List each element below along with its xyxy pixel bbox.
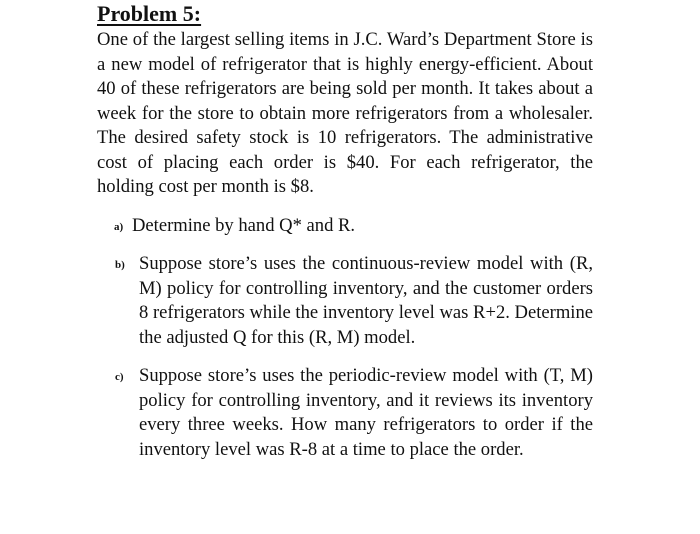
question-list: [97, 214, 597, 463]
question-a-marker: a): [114, 220, 124, 233]
question-b-text: Suppose store’s uses the continuous-review model with (R, M) policy for controlling inventory, and the customer orders 8 refrigerators while the inventory level was R+2. Determine the adjusted Q for this (R, M) model.: [139, 253, 594, 348]
question-c-text: Suppose store’s uses the periodic-review model with (T, M) policy for controlling inventory, and it reviews its inventory every three weeks. How many refrigerators to order if the inventory level was R-8 at a time to place the order.: [139, 365, 593, 460]
question-c: [97, 364, 593, 462]
problem-document: [97, 2, 597, 478]
question-a-text: Determine by hand Q* and R.: [132, 214, 356, 236]
question-b-marker: b): [115, 259, 125, 271]
question-b: [97, 252, 593, 350]
problem-title: Problem 5:: [97, 1, 202, 26]
question-c-marker: c): [115, 371, 124, 383]
problem-statement: One of the largest selling items in J.C. Ward’s Department Store is a new model of refrigerator that is highly energy-efficient. About 40 of these refrigerators are being sold per month. It takes about a week for the store to obtain more refrigerators from a wholesaler. The desired safety stock is 10 refrigerators. The administrative cost of placing each order is $40. For each refrigerator, the holding cost per month is $8.: [97, 29, 593, 197]
question-a: [97, 214, 593, 239]
